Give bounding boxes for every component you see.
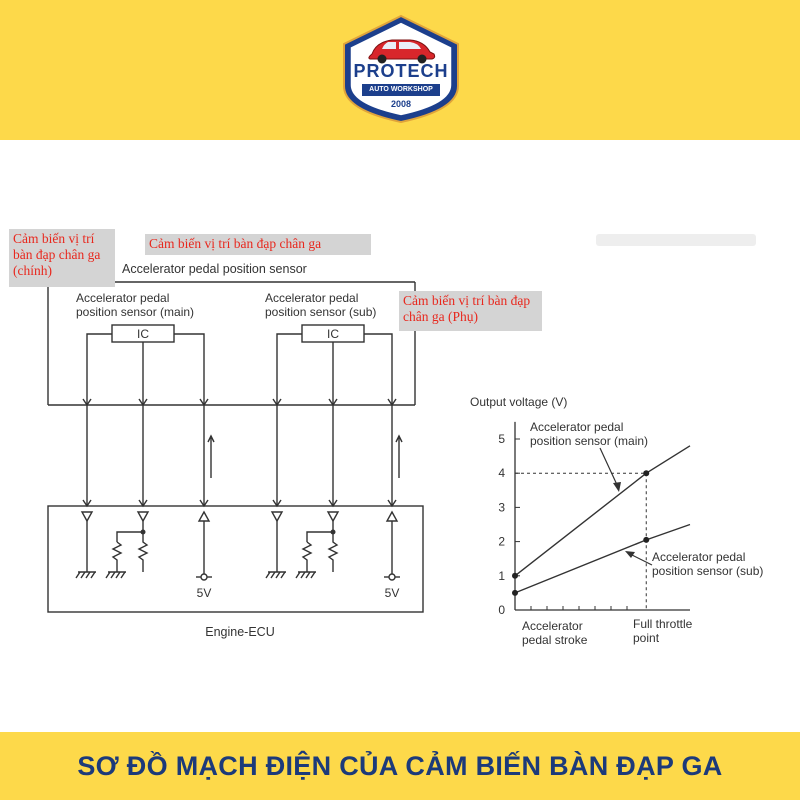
chart-series-point (512, 590, 518, 596)
chart-series-group (512, 446, 690, 610)
sub-sensor-label-1: Accelerator pedal (265, 291, 359, 305)
voltage-label-right: 5V (384, 586, 400, 600)
main-sensor-label-2: position sensor (main) (76, 305, 195, 319)
series-sub-label-1: Accelerator pedal (652, 550, 746, 564)
chart-y-tick-label: 2 (498, 534, 505, 549)
chart-x-label-left-1: Accelerator (522, 619, 583, 633)
note-main-sensor-text: Cảm biến vị trí bàn đạp chân ga (chính) (13, 231, 101, 278)
chart-x-label-left-2: pedal stroke (522, 633, 588, 647)
note-sub-sensor-text: Cảm biến vị trí bàn đạp chân ga (Phụ) (403, 293, 531, 324)
chart-series-point (643, 470, 649, 476)
ic-main-label: IC (137, 327, 149, 341)
series-sub-leader (630, 554, 652, 565)
chart-y-tick-label: 5 (498, 432, 505, 446)
chart-y-ticks (498, 432, 520, 617)
chart-x-label-right-2: point (633, 631, 660, 645)
ic-sub-label: IC (327, 327, 339, 341)
chart-y-tick-label: 0 (498, 603, 505, 617)
chart-y-axis-title: Output voltage (V) (470, 395, 568, 409)
series-sub-leader-arrowhead (625, 551, 635, 558)
footer-title: SƠ ĐỒ MẠCH ĐIỆN CỦA CẢM BIẾN BÀN ĐẠP GA (77, 750, 723, 781)
series-main-leader (600, 448, 618, 487)
main-sensor-label-1: Accelerator pedal (76, 291, 170, 305)
note-pedal-sensor-text: Cảm biến vị trí bàn đạp chân ga (149, 236, 322, 251)
chart-series-point (512, 573, 518, 579)
series-main-leader-arrowhead (613, 482, 621, 492)
voltage-label-left: 5V (196, 586, 212, 600)
chart-y-tick-label: 3 (498, 500, 505, 515)
chart-x-label-right-1: Full throttle (633, 617, 693, 631)
logo-subtitle: AUTO WORKSHOP (369, 86, 433, 93)
sensor-assembly-label: Accelerator pedal position sensor (122, 262, 307, 276)
footer-band (0, 732, 800, 800)
chart-y-tick-label: 1 (498, 568, 505, 583)
series-main-label-1: Accelerator pedal (530, 420, 624, 434)
series-sub-label-2: position sensor (sub) (652, 564, 764, 578)
chart-series-point (643, 537, 649, 543)
series-main-label-2: position sensor (main) (530, 434, 649, 448)
ecu-label: Engine-ECU (205, 625, 275, 639)
logo-name: PROTECH (353, 61, 449, 81)
sub-sensor-label-2: position sensor (sub) (265, 305, 377, 319)
chart-y-tick-label: 4 (498, 466, 505, 481)
logo-year: 2008 (390, 99, 412, 109)
